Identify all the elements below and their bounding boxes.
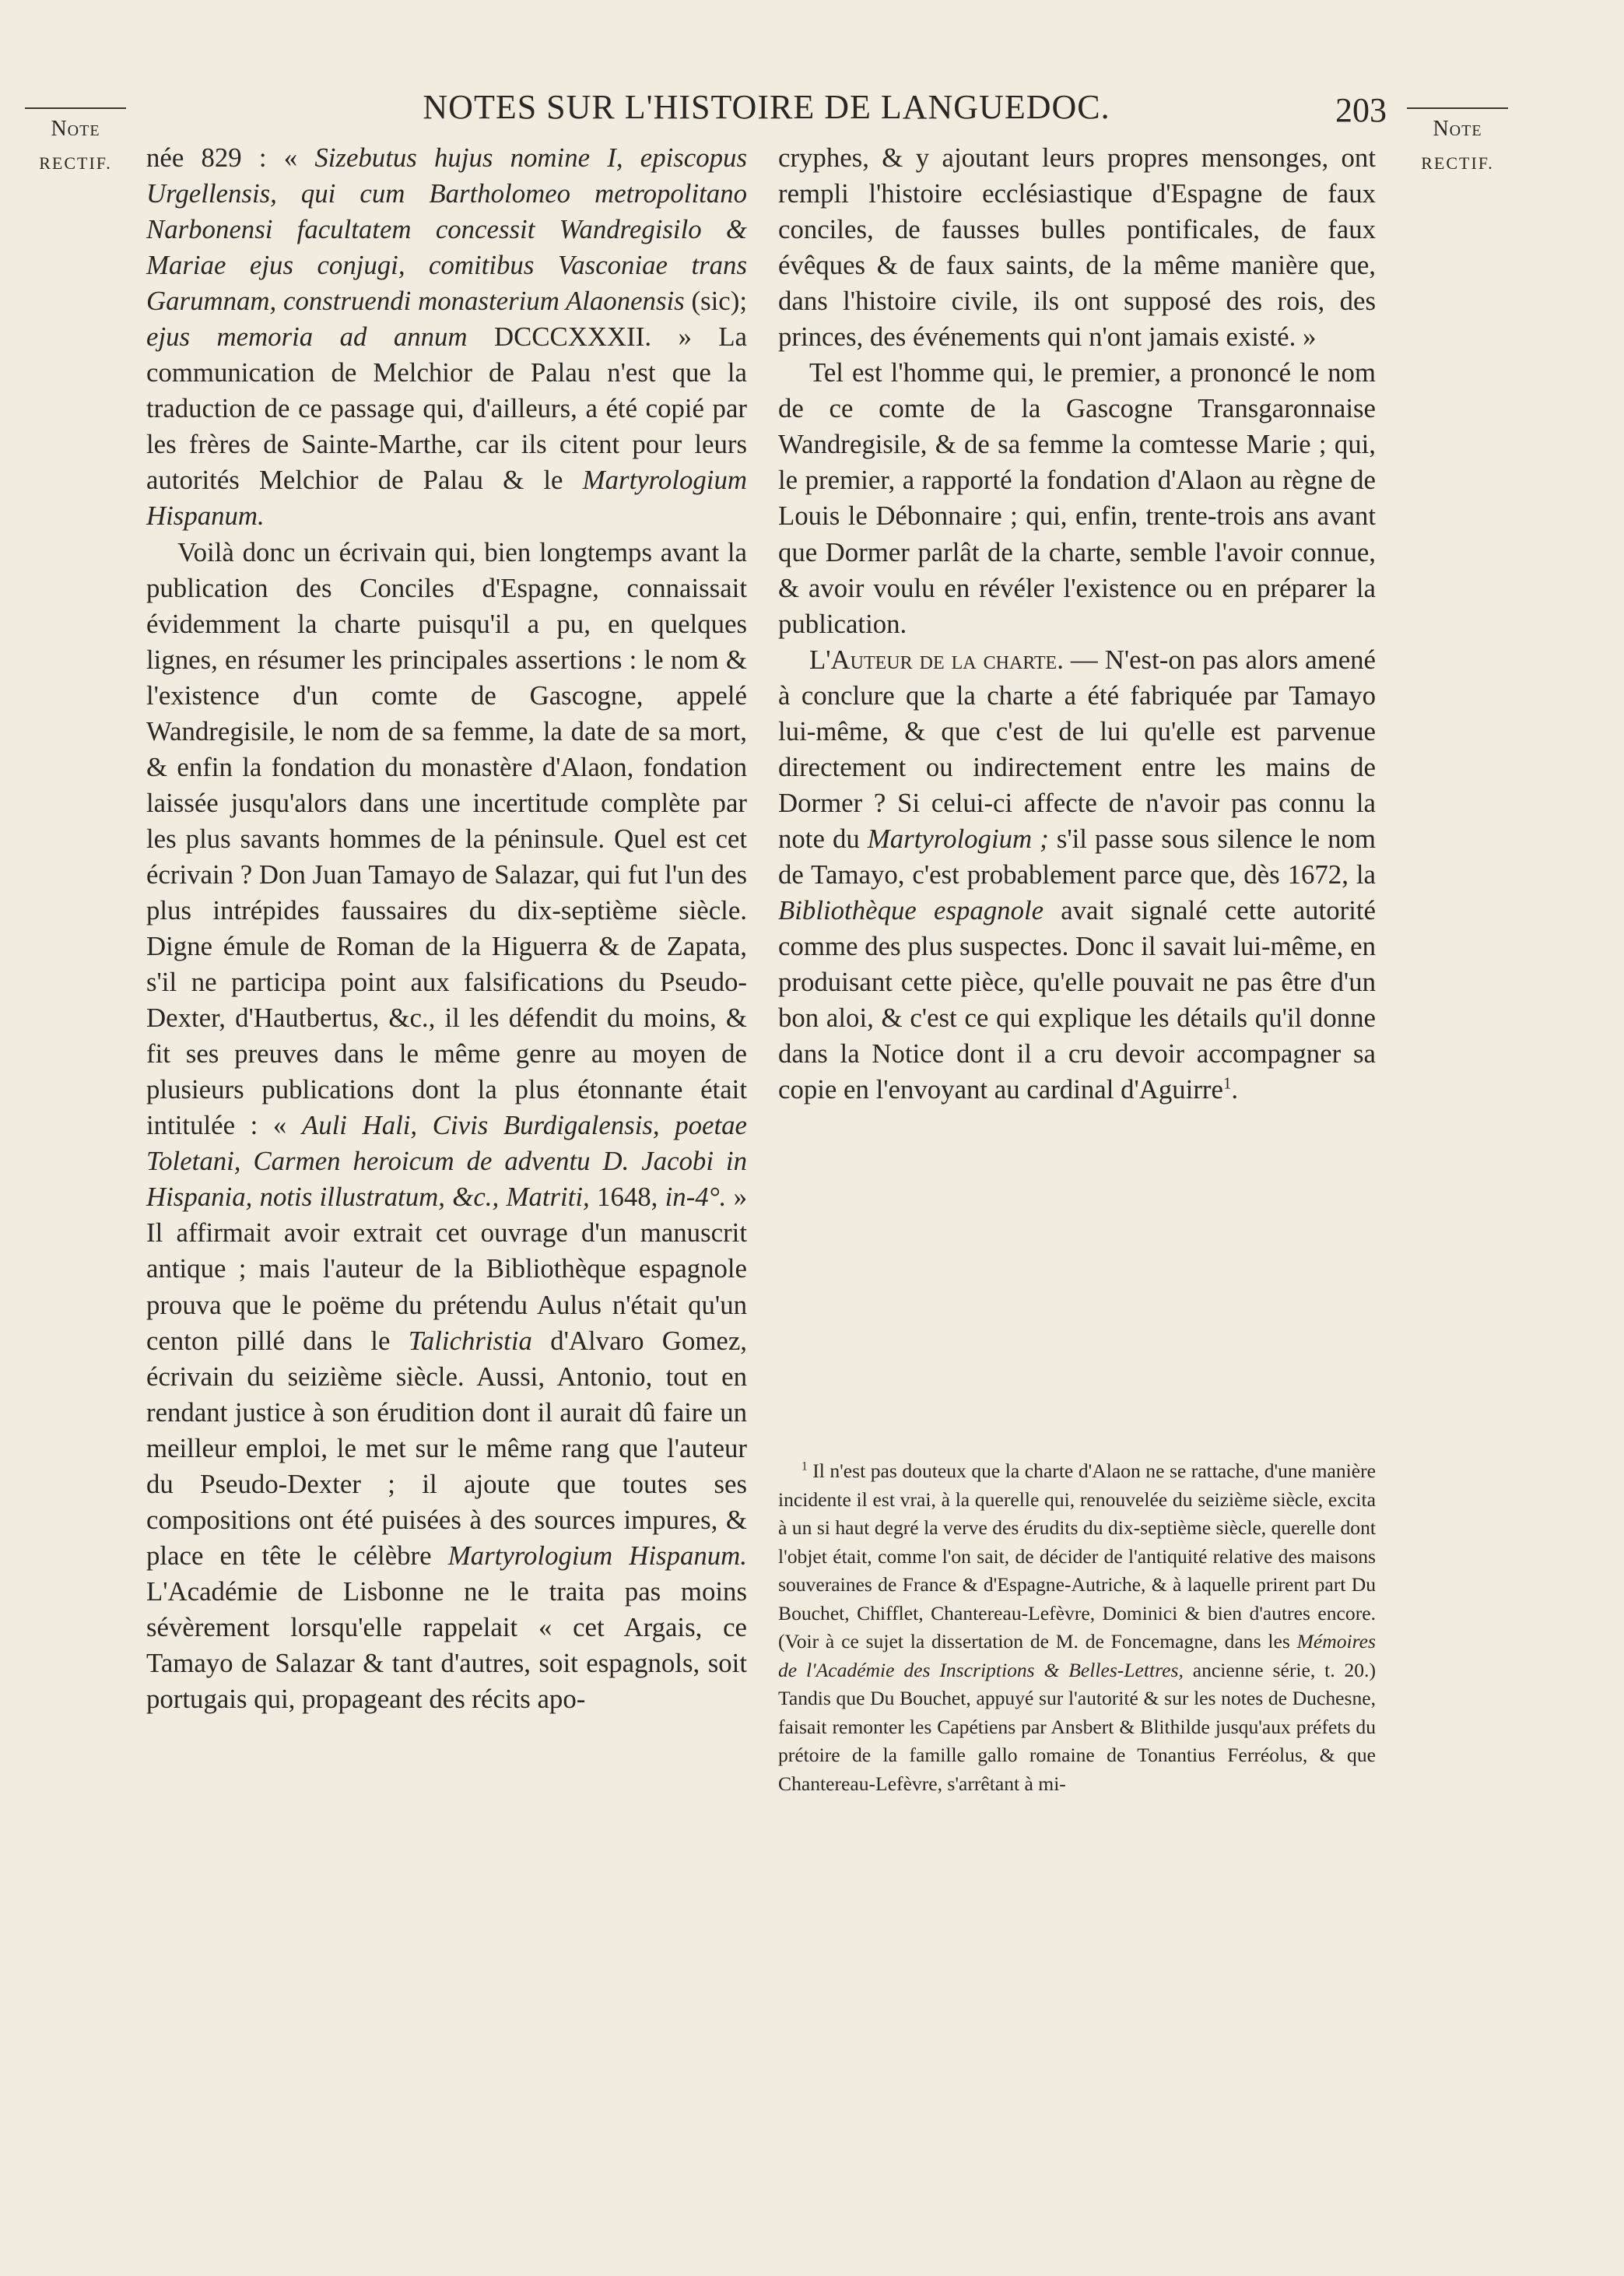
- book-title: Mémoires de l'Académie des Inscriptions & Belles-Lettres,: [778, 1630, 1376, 1681]
- book-title: Bibliothèque espagnole: [778, 894, 1044, 926]
- format-note: in-4°.: [665, 1182, 727, 1213]
- text-run: .: [1231, 1074, 1239, 1105]
- text-run: avait signalé cette autorité comme des plus suspectes. Donc il savait lui-même, en produisant cette pièce, qu'elle pouvait ne pas être d'un bon aloi, & c'est ce qui explique les détails qu'il donne dans la Notice dont il a cru devoir accompagner sa copie en l'envoyant au cardinal d'Aguirre: [778, 894, 1376, 1105]
- text-run: 1648,: [589, 1182, 665, 1213]
- text-run: Il n'est pas douteux que la charte d'Alaon ne se rattache, d'une manière incidente il est vrai, à la querelle qui, renouvelée du seizième siècle, excita à un si haut degré la verve des érudits du dix-septième siècle, querelle dont l'objet était, comme l'on sait, de décider de l'antiquité relative des maisons souveraines de France & d'Espagne-Autriche, & à laquelle prirent part Du Bouchet, Chifflet, Chantereau-Lefèvre, Dominici & bien d'autres encore. (Voir à ce sujet la dissertation de M. de Foncemagne, dans les: [778, 1459, 1376, 1653]
- footnote-block: [778, 1457, 1376, 1798]
- right-paragraph-3: [778, 642, 1376, 1108]
- book-title: Martyrologium Hispanum.: [447, 1540, 747, 1571]
- margin-note-right-note: Note: [1433, 117, 1482, 141]
- roman-numeral-year: DCCCXXXII: [467, 321, 645, 353]
- footnote-reference[interactable]: 1: [1222, 1073, 1232, 1093]
- latin-quote: Sizebutus hujus nomine I, episcopus Urgellensis, qui cum Bartholomeo metropolitano Narbonensi facultatem concessit Wandregisilo & Mariae ejus conjugi, comitibus Vasconiae trans Garumnam, construendi monasterium Alaonensis: [146, 142, 747, 317]
- footnote-marker: 1: [801, 1459, 808, 1473]
- margin-note-right: [1407, 107, 1508, 181]
- right-paragraph-2: Tel est l'homme qui, le premier, a prononcé le nom de ce comte de la Gascogne Transgaronnaise Wandregisile, & de sa femme la comtesse Marie ; qui, le premier, a rapporté la fondation d'Alaon au règne de Louis le Débonnaire ; qui, enfin, trente-trois ans avant que Dormer parlât de la charte, semble l'avoir connue, & avoir voulu en révéler l'existence ou en préparer la publication.: [778, 357, 1376, 639]
- book-title: Martyrologium ;: [867, 823, 1049, 854]
- running-title: NOTES SUR L'HISTOIRE DE LANGUEDOC.: [423, 88, 1110, 126]
- left-paragraph-2: [146, 535, 747, 1718]
- text-run: ancienne série, t. 20.) Tandis que Du Bouchet, appuyé sur l'autorité & sur les notes de Duchesne, faisait remonter les Capétiens par Ansbert & Blithilde jusqu'aux préfets du prétoire de la famille gallo romaine de Tonantius Ferréolus, & que Chantereau-Lefèvre, s'arrêtant à mi-: [778, 1658, 1376, 1795]
- footnote-1: [778, 1457, 1376, 1798]
- left-column: [146, 140, 747, 1717]
- text-run: » Il affirmait avoir extrait cet ouvrage d'un manuscrit antique ; mais l'auteur de la Bibliothèque espagnole prouva que le poëme du prétendu Aulus n'était qu'un centon pillé dans le: [146, 1182, 747, 1356]
- text-run: s'il passe sous silence le nom de Tamayo, c'est probablement parce que, dès 1672, la: [778, 823, 1376, 890]
- text-run: L'Académie de Lisbonne ne le traita pas moins sévèrement lorsqu'elle rappelait « cet Argais, ce Tamayo de Salazar & tant d'autres, soit espagnols, soit portugais qui, propageant des récits apo-: [146, 1575, 747, 1715]
- right-column: [778, 140, 1376, 1108]
- book-title: Martyrologium Hispanum.: [146, 465, 747, 532]
- margin-note-left-note: Note: [51, 117, 100, 141]
- book-title: Auli Hali, Civis Burdigalensis, poetae Toletani, Carmen heroicum de adventu D. Jacobi in Hispania, notis illustratum, &c., Matriti,: [146, 1110, 747, 1213]
- text-run: (sic);: [684, 286, 747, 317]
- text-run: — N'est-on pas alors amené à conclure que la charte a été fabriquée par Tamayo lui-même, & que c'est de lui qu'elle est parvenue directement ou indirectement entre les mains de Dormer ? Si celui-ci affecte de n'avoir pas connu la note du: [778, 644, 1376, 854]
- page-number: 203: [1335, 91, 1387, 129]
- margin-note-right-rect: RECTIF.: [1421, 153, 1494, 173]
- latin-quote: ejus memoria ad annum: [146, 321, 468, 353]
- margin-note-left-rect: RECTIF.: [39, 153, 112, 173]
- left-paragraph-1: [146, 140, 747, 535]
- book-title: Talichristia: [408, 1325, 532, 1356]
- right-paragraph-1: cryphes, & y ajoutant leurs propres mensonges, ont rempli l'histoire ecclésiastique d'Espagne de faux conciles, de fausses bulles pontificales, de faux évêques & de faux saints, de la même manière que, dans l'histoire civile, ils ont supposé des rois, des princes, des événements qui n'ont jamais existé. »: [778, 142, 1376, 353]
- text-run: . » La communication de Melchior de Palau n'est que la traduction de ce passage qui, d'ailleurs, a été copié par les frères de Sainte-Marthe, car ils citent pour leurs autorités Melchior de Palau & le: [146, 321, 747, 496]
- margin-note-left: [25, 107, 126, 181]
- text-run: née 829 : «: [146, 142, 315, 173]
- text-run: d'Alvaro Gomez, écrivain du seizième siècle. Aussi, Antonio, tout en rendant justice à son érudition dont il aurait dû faire un meilleur emploi, le met sur le même rang que l'auteur du Pseudo-Dexter ; il ajoute que toutes ses compositions ont été puisées à des sources impures, & place en tête le célèbre: [146, 1325, 747, 1571]
- section-heading: L'Auteur de la charte.: [809, 644, 1064, 675]
- text-run: Voilà donc un écrivain qui, bien longtemps avant la publication des Conciles d'Espagne, connaissait évidemment la charte puisqu'il a pu, en quelques lignes, en résumer les principales assertions : le nom & l'existence d'un comte de Gascogne, appelé Wandregisile, le nom de sa femme, la date de sa mort, & enfin la fondation du monastère d'Alaon, fondation laissée jusqu'alors dans une incertitude complète par les plus savants hommes de la péninsule. Quel est cet écrivain ? Don Juan Tamayo de Salazar, qui fut l'un des plus intrépides faussaires du dix-septième siècle. Digne émule de Roman de la Higuerra & de Zapata, s'il ne participa point aux falsifications du Pseudo-Dexter, d'Hautbertus, &c., il les défendit du moins, & fit ses preuves dans le même genre au moyen de plusieurs publications dont la plus étonnante était intitulée : «: [146, 536, 747, 1141]
